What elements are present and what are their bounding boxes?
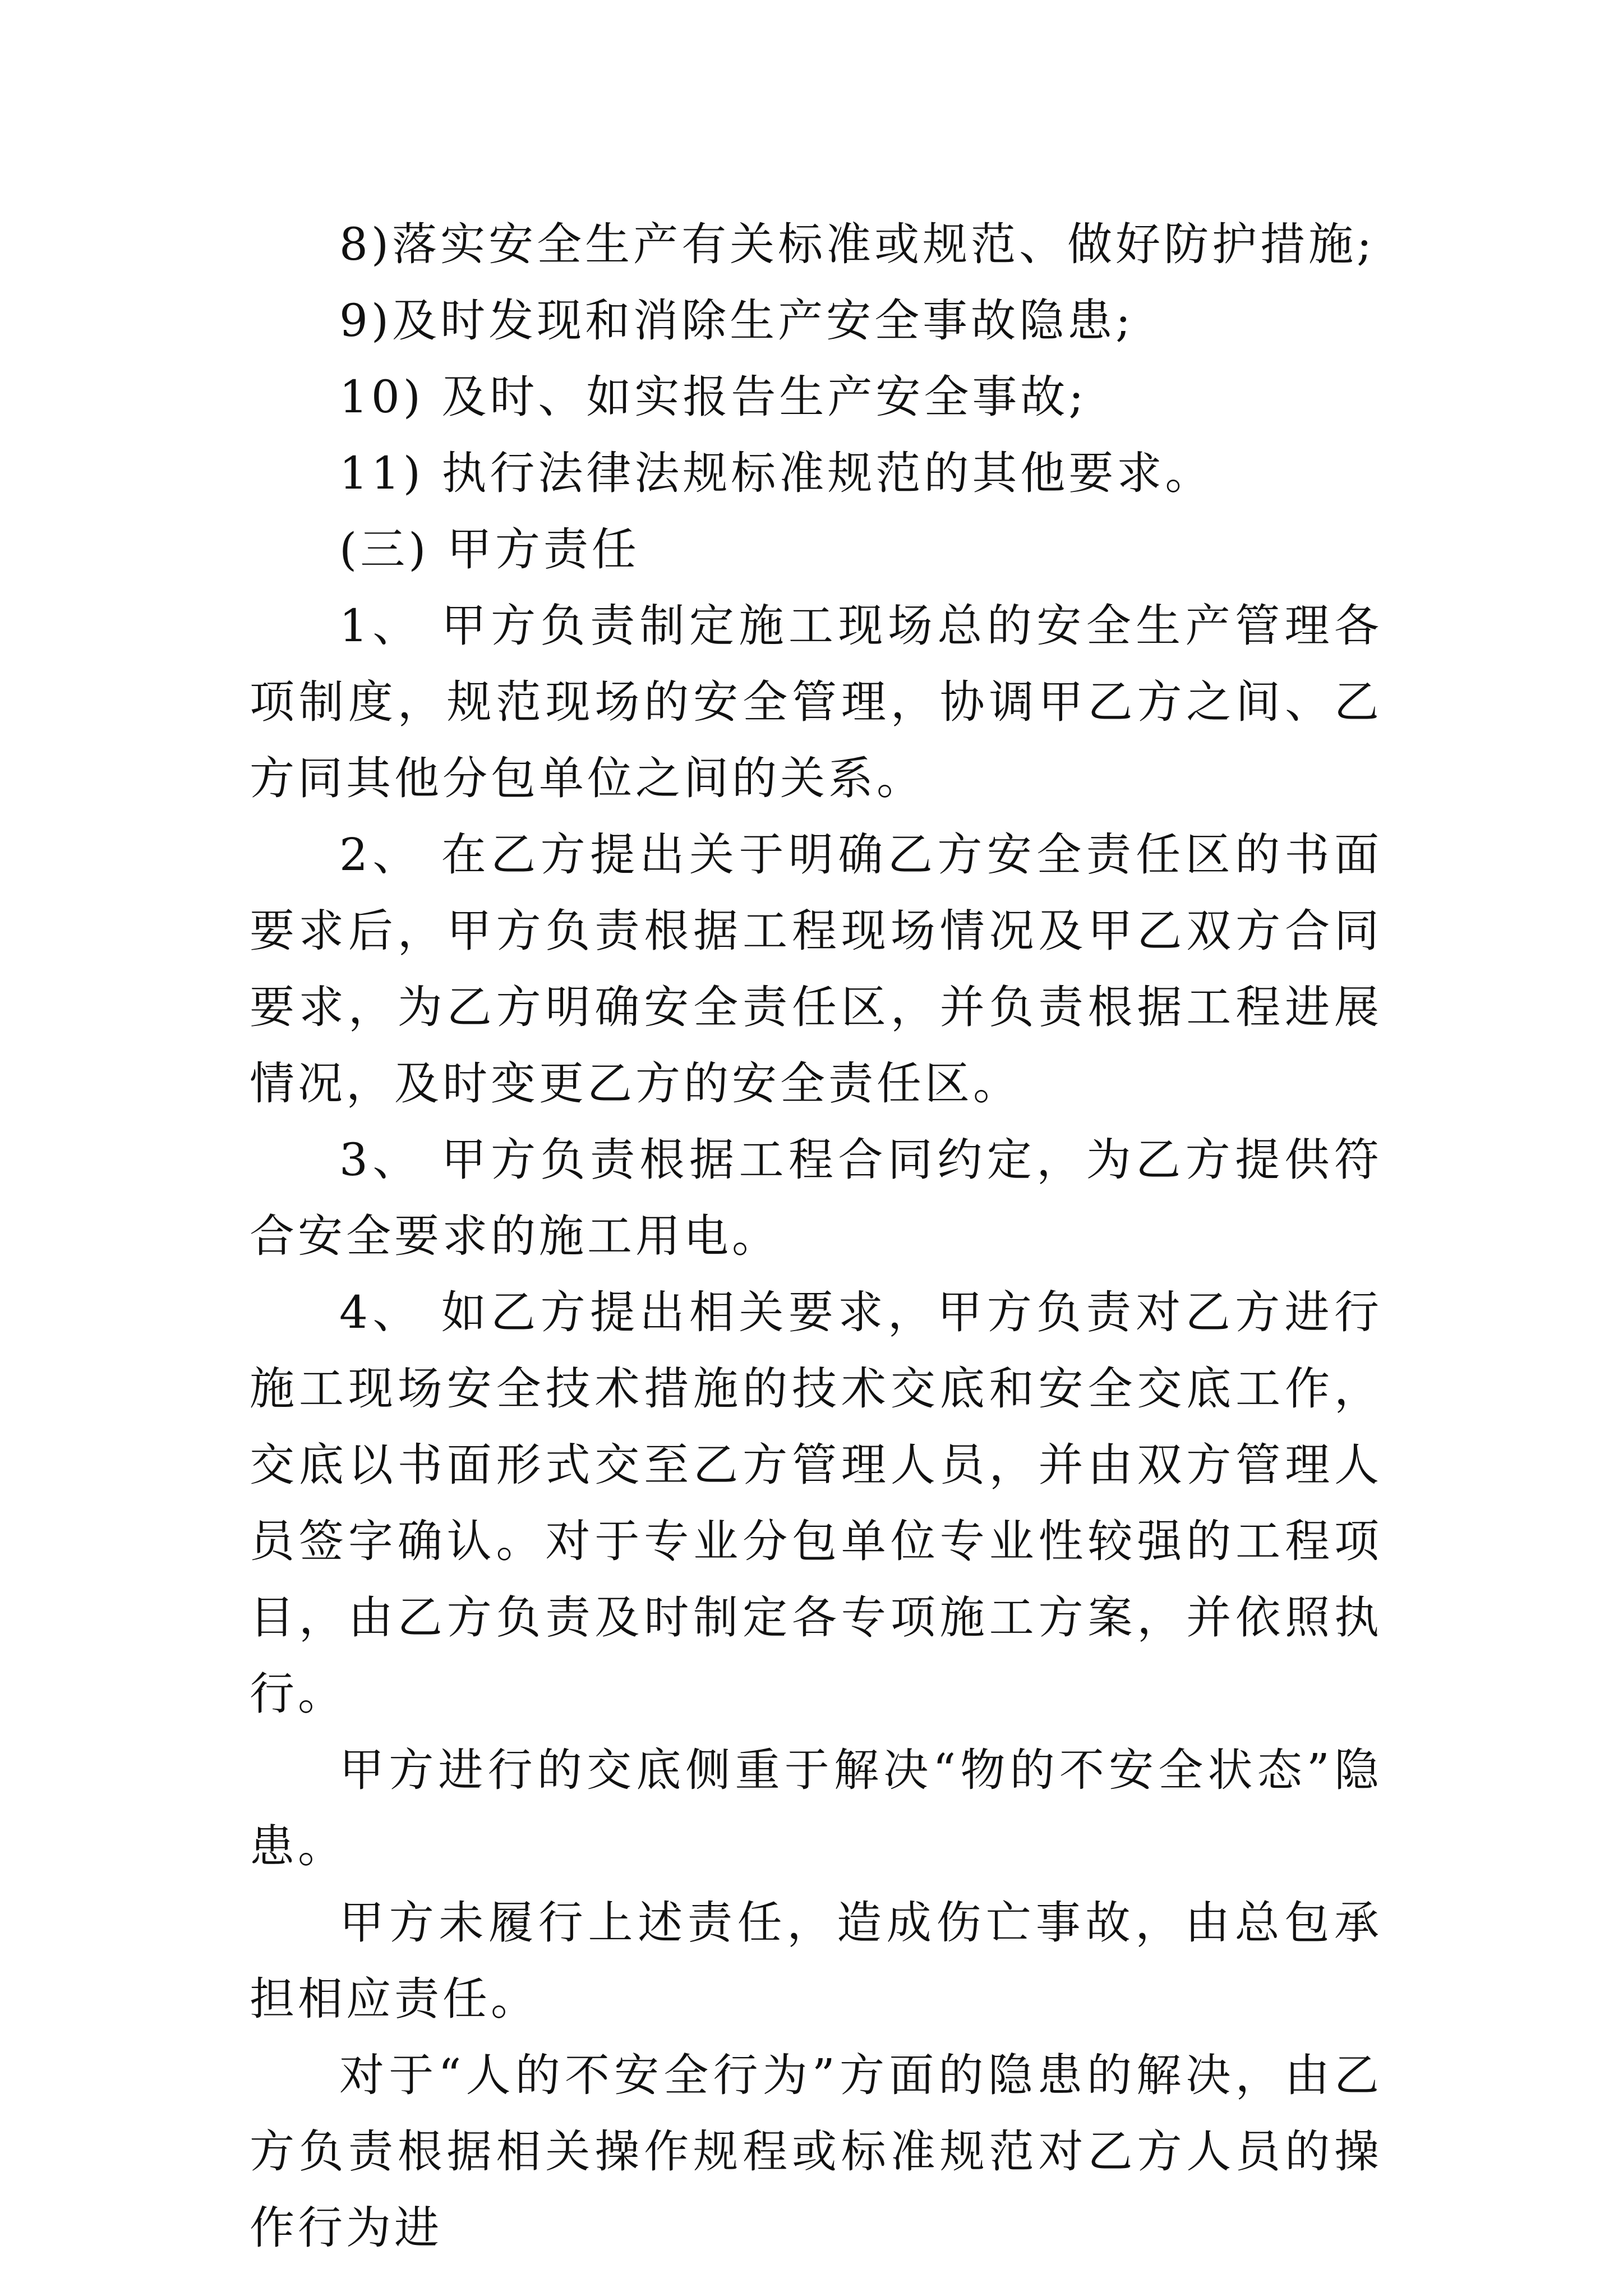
paragraph-item-9: 9)及时发现和消除生产安全事故隐患; — [339, 295, 1135, 347]
paragraph-item-11: 11) 执行法律法规标准规范的其他要求。 — [339, 447, 1214, 499]
paragraph-item-8: 8)落实安全生产有关标准或规范、做好防护措施; — [339, 218, 1376, 270]
document-body — [250, 206, 1382, 2266]
paragraph-4: 4、 如乙方提出相关要求，甲方负责对乙方进行施工现场安全技术措施的技术交底和安全交底工作，交底以书面形式交至乙方管理人员，并由双方管理人员签字确认。对于专业分包单位专业性较强的工程项目，由乙方负责及时制定各专项施工方案，并依照执行。 — [250, 1286, 1382, 1720]
paragraph-3: 3、 甲方负责根据工程合同约定，为乙方提供符合安全要求的施工用电。 — [250, 1134, 1382, 1262]
paragraph-responsibility: 甲方未履行上述责任，造成伤亡事故，由总包承担相应责任。 — [250, 1897, 1382, 2025]
paragraph-item-10: 10) 及时、如实报告生产安全事故; — [339, 371, 1087, 423]
paragraph-1: 1、 甲方负责制定施工现场总的安全生产管理各项制度，规范现场的安全管理，协调甲乙方之间、乙方同其他分包单位之间的关系。 — [250, 600, 1382, 804]
section-heading: (三) 甲方责任 — [339, 523, 640, 576]
paragraph-unsafe-behavior: 对于“人的不安全行为”方面的隐患的解决，由乙方负责根据相关操作规程或标准规范对乙方人员的操作行为进 — [250, 2049, 1382, 2254]
paragraph-2: 2、 在乙方提出关于明确乙方安全责任区的书面要求后，甲方负责根据工程现场情况及甲乙双方合同要求，为乙方明确安全责任区，并负责根据工程进展情况，及时变更乙方的安全责任区。 — [250, 829, 1382, 1110]
paragraph-disclosure-focus: 甲方进行的交底侧重于解决“物的不安全状态”隐患。 — [250, 1744, 1382, 1872]
